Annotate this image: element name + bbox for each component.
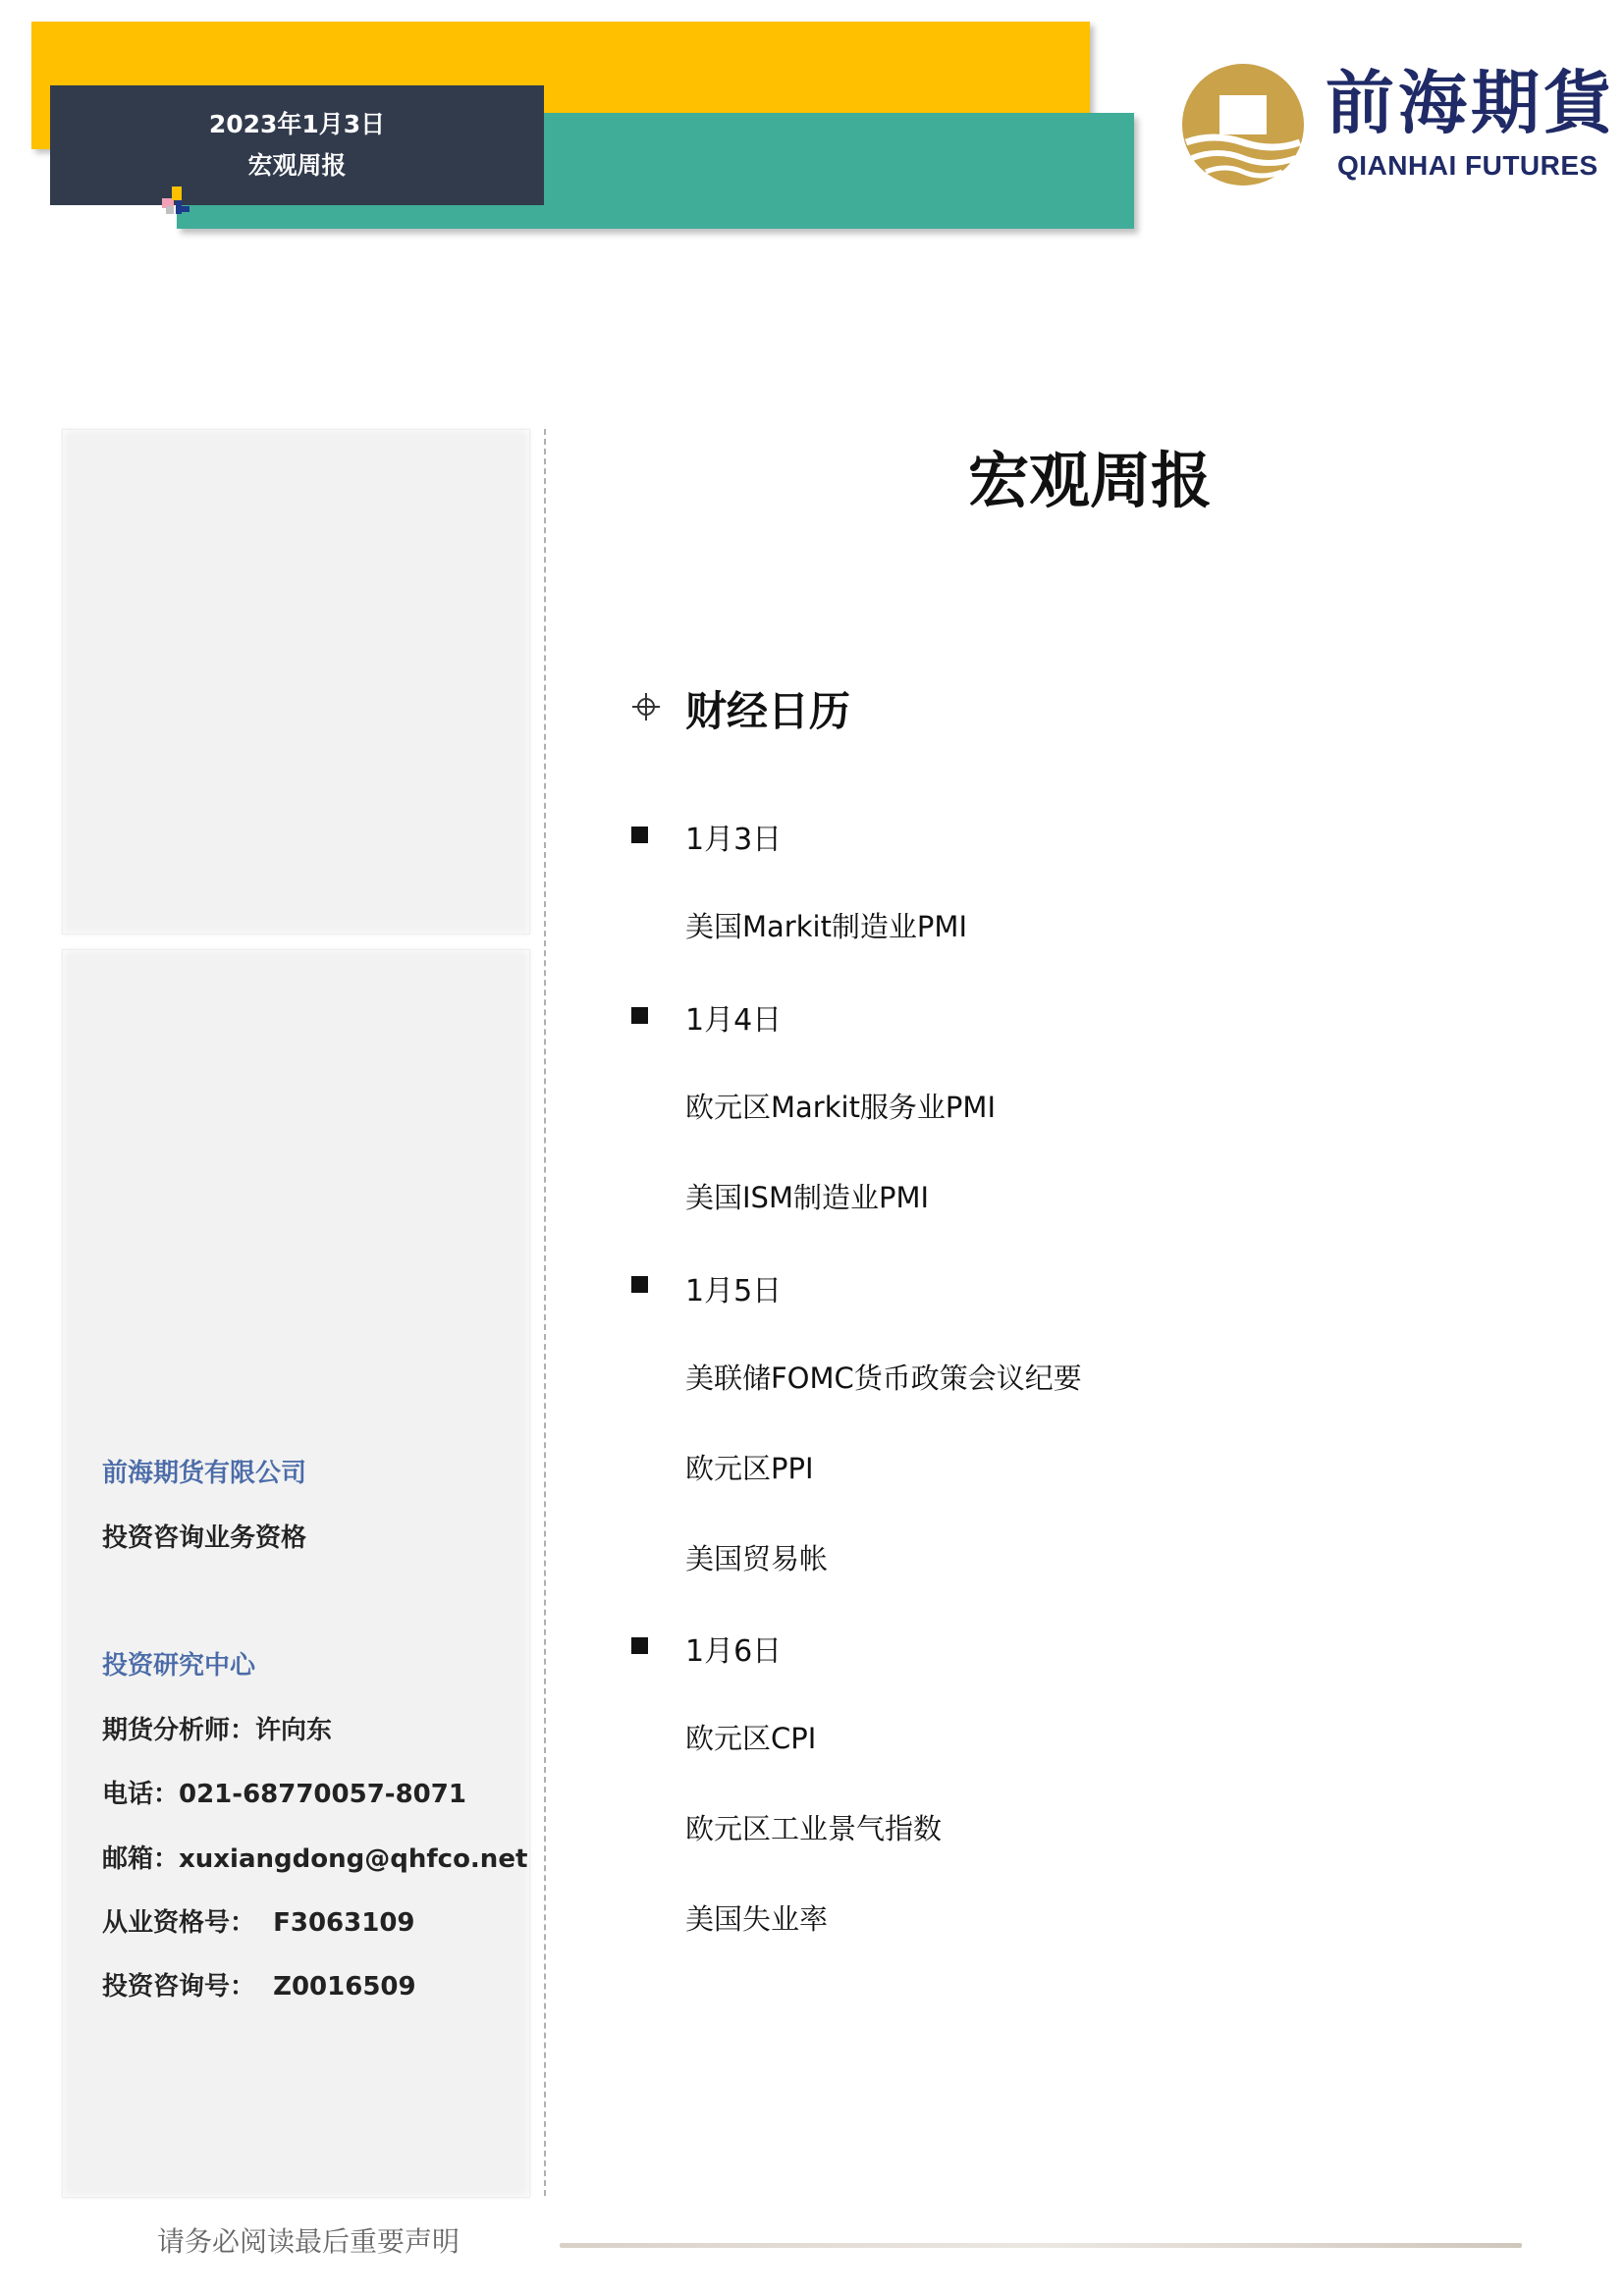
calendar-event: 美联储FOMC货币政策会议纪要 xyxy=(685,1362,1082,1395)
calendar-date: 1月6日 xyxy=(685,1634,783,1669)
calendar-event: 欧元区Markit服务业PMI xyxy=(685,1091,996,1124)
calendar-event: 欧元区PPI xyxy=(685,1452,814,1485)
sidebar-license: 从业资格号： F3063109 xyxy=(102,1908,415,1938)
sidebar-advisory: 投资咨询号： Z0016509 xyxy=(102,1972,416,2002)
calendar-date: 1月3日 xyxy=(685,823,783,857)
bullet-icon xyxy=(631,827,648,843)
logo-chinese-text: 前海期貨 xyxy=(1326,62,1616,143)
bullet-icon xyxy=(631,1637,648,1654)
vertical-divider xyxy=(544,429,546,2196)
sidebar-phone: 电话：021-68770057-8071 xyxy=(102,1780,466,1809)
calendar-event: 美国Markit制造业PMI xyxy=(685,910,967,943)
calendar-event: 美国贸易帐 xyxy=(685,1542,829,1575)
calendar-event: 欧元区CPI xyxy=(685,1722,817,1755)
page-title: 宏观周报 xyxy=(967,445,1212,516)
bullet-icon xyxy=(631,1007,648,1024)
sidebar-panel-bottom xyxy=(62,949,530,2198)
decoration-squares-icon xyxy=(162,187,193,218)
section-title: 财经日历 xyxy=(685,687,851,735)
header-date: 2023年1月3日 xyxy=(208,110,386,138)
calendar-event: 欧元区工业景气指数 xyxy=(685,1812,943,1845)
calendar-event: 美国ISM制造业PMI xyxy=(685,1181,930,1214)
bullet-icon xyxy=(631,1276,648,1293)
calendar-date: 1月5日 xyxy=(685,1274,783,1308)
sidebar-dept: 投资研究中心 xyxy=(102,1651,256,1681)
header-date-box xyxy=(50,85,544,205)
calendar-date: 1月4日 xyxy=(685,1003,783,1038)
footer-divider xyxy=(560,2243,1522,2248)
header-report-title: 宏观周报 xyxy=(247,151,347,180)
footer-notice: 请务必阅读最后重要声明 xyxy=(157,2225,460,2258)
sidebar-panel-top xyxy=(62,429,530,934)
sidebar-analyst: 期货分析师：许向东 xyxy=(102,1716,333,1745)
calendar-event: 美国失业率 xyxy=(685,1902,829,1936)
logo-english-text: QIANHAI FUTURES xyxy=(1337,150,1598,181)
sidebar-company: 前海期货有限公司 xyxy=(102,1459,307,1488)
crosshair-icon xyxy=(631,692,661,721)
qianhai-logo-icon xyxy=(1180,62,1306,187)
sidebar-email: 邮箱：xuxiangdong@qhfco.net xyxy=(102,1844,528,1874)
sidebar-qualification: 投资咨询业务资格 xyxy=(102,1523,307,1553)
